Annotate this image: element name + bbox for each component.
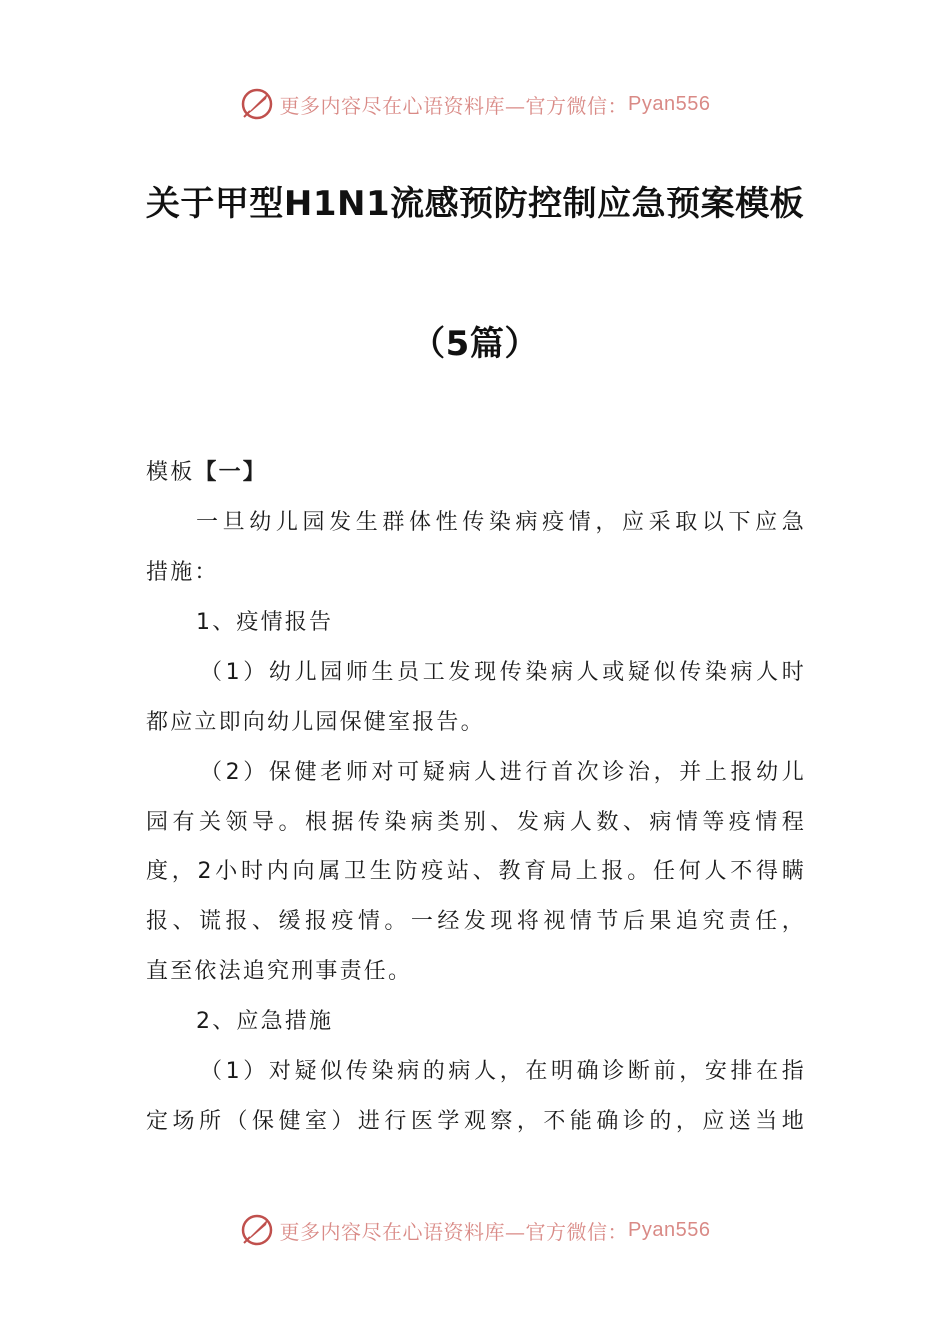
watermark-wechat-id: Pyan556 — [628, 92, 711, 115]
section-heading: 模板【一】 — [146, 460, 268, 485]
document-title: 关于甲型H1N1流感预防控制应急预案模板 — [145, 184, 805, 224]
paragraph-line: 都应立即向幼儿园保健室报告。 — [146, 710, 485, 735]
document-subtitle: （5篇） — [411, 324, 539, 364]
watermark-text: 更多内容尽在心语资料库—官方微信： — [279, 1219, 629, 1244]
section-heading-number: 【一】 — [194, 460, 268, 485]
header-watermark — [0, 84, 950, 124]
list-heading: 1、疫情报告 — [196, 610, 334, 635]
paragraph-line: （2）保健老师对可疑病人进行首次诊治，并上报幼儿 — [200, 760, 806, 785]
watermark-wechat-id: Pyan556 — [628, 1218, 711, 1241]
paragraph-line: 定场所（保健室）进行医学观察，不能确诊的，应送当地 — [146, 1109, 806, 1134]
paragraph-line: 园有关领导。根据传染病类别、发病人数、病情等疫情程 — [146, 810, 806, 835]
footer-watermark — [0, 1210, 950, 1250]
paragraph-line: 度，2小时内向属卫生防疫站、教育局上报。任何人不得瞒 — [146, 859, 806, 884]
paragraph-line: 直至依法追究刑事责任。 — [146, 959, 413, 984]
paragraph-line: 措施： — [146, 560, 219, 585]
feather-pen-circle-icon — [240, 1213, 274, 1247]
paragraph-line: （1）幼儿园师生员工发现传染病人或疑似传染病人时 — [200, 660, 806, 685]
paragraph-line: 报、谎报、缓报疫情。一经发现将视情节后果追究责任， — [146, 909, 806, 934]
watermark-text: 更多内容尽在心语资料库—官方微信： — [279, 93, 629, 118]
feather-pen-circle-icon — [240, 87, 274, 121]
paragraph-line: 一旦幼儿园发生群体性传染病疫情，应采取以下应急 — [196, 510, 806, 535]
paragraph-line: （1）对疑似传染病的病人，在明确诊断前，安排在指 — [200, 1059, 806, 1084]
list-heading: 2、应急措施 — [196, 1009, 334, 1034]
